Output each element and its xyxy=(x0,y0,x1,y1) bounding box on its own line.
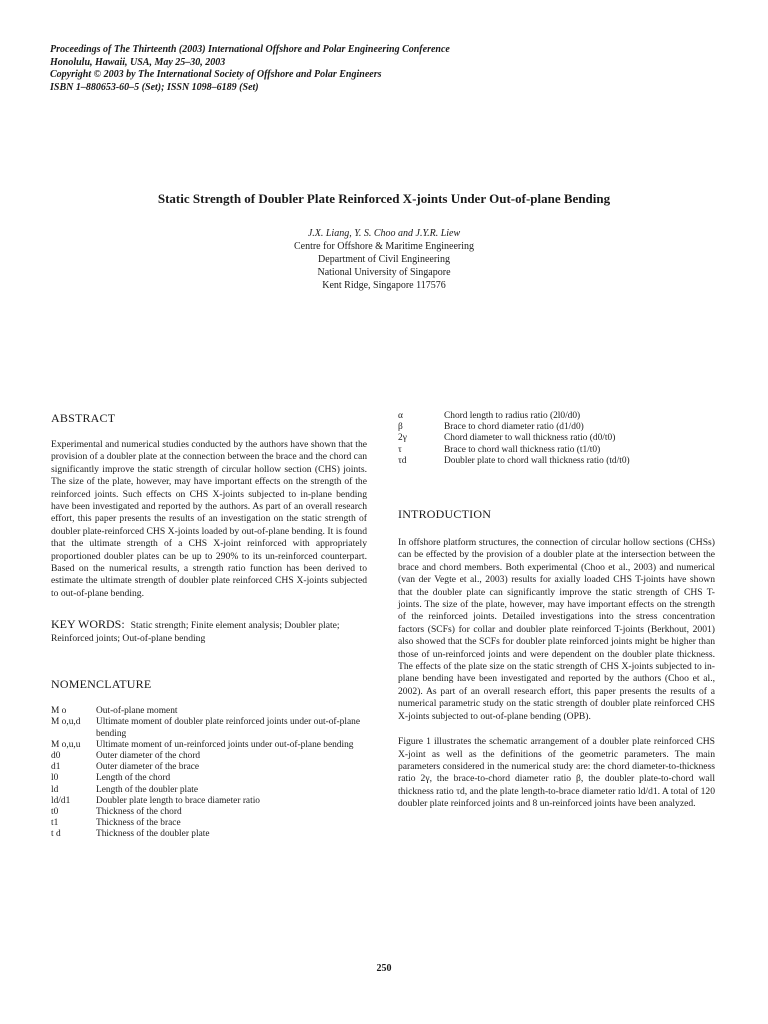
greek-symbols-table xyxy=(398,411,630,467)
symbol-description: Outer diameter of the brace xyxy=(96,762,200,773)
symbol: M o,u,u xyxy=(51,739,81,750)
symbol: t1 xyxy=(51,818,59,829)
greek-symbol-row xyxy=(398,422,630,433)
symbol: d0 xyxy=(51,750,61,761)
symbol: τd xyxy=(398,455,407,466)
greek-symbol-row xyxy=(398,433,630,444)
symbol-description: Chord diameter to wall thickness ratio (d0/t0) xyxy=(444,433,616,444)
left-column xyxy=(51,411,367,841)
symbol-description: Doubler plate to chord wall thickness ratio (td/t0) xyxy=(444,455,630,466)
symbol: t0 xyxy=(51,806,59,817)
nomenclature-row xyxy=(51,717,367,739)
nomenclature-row xyxy=(51,785,367,796)
nomenclature-heading: NOMENCLATURE xyxy=(51,677,152,692)
symbol-description: Ultimate moment of doubler plate reinforced joints under out-of-plane bending xyxy=(96,717,360,739)
greek-symbol-row xyxy=(398,456,630,467)
header-line-3: Copyright © 2003 by The International Society of Offshore and Polar Engineers xyxy=(50,69,382,80)
header-line-4: ISBN 1–880653-60–5 (Set); ISSN 1098–6189 (Set) xyxy=(50,81,259,93)
symbol: d1 xyxy=(51,762,61,773)
keywords xyxy=(51,618,367,645)
affiliation-line: Centre for Offshore & Maritime Engineering xyxy=(293,241,475,252)
abstract-text: Experimental and numerical studies conducted by the authors have shown that the provision of a doubler plate at the connection between the brace and the chord can significantly improve the static strength of circular hollow section (CHS) joints. The size of the plate, however, may have important effects on the strength of the reinforced joints. Such effects on CHS X-joints subjected to in-plane bending have been investigated and reported by the authors. As part of an overall research effort, this paper presents the results of an investigation on the static strength of doubler plate-reinforced CHS X-joints loaded by out-of-plane bending. It is found that the ultimate strength of a CHS X-joint reinforced with appropriately proportioned doubler plates can be up to 290% to its un-reinforced counterpart. Based on the numerical results, a strength ratio function has been derived to estimate the ultimate strength of doubler plate reinforced CHS X-joints subjected to out-of-plane bending. xyxy=(51,439,367,599)
symbol: t d xyxy=(51,829,61,840)
nomenclature-row xyxy=(51,796,367,807)
author-names: J.X. Liang, Y. S. Choo and J.Y.R. Liew xyxy=(307,228,461,239)
greek-symbol-row xyxy=(398,411,630,422)
symbol: M o xyxy=(51,706,67,717)
header-line-1: Proceedings of The Thirteenth (2003) International Offshore and Polar Engineering Conference xyxy=(50,44,450,55)
keywords-label: KEY WORDS: xyxy=(51,617,125,632)
nomenclature-row xyxy=(51,818,367,829)
symbol: l0 xyxy=(51,773,59,784)
keywords-text: Static strength; Finite element analysis; Doubler plate; Reinforced joints; Out-of-plane bending xyxy=(51,620,340,644)
introduction-heading: INTRODUCTION xyxy=(398,507,492,522)
symbol: M o,u,d xyxy=(51,717,81,728)
nomenclature-row xyxy=(51,807,367,818)
affiliation-line: National University of Singapore xyxy=(317,267,451,278)
symbol: ld xyxy=(51,784,59,795)
introduction-paragraph-2: Figure 1 illustrates the schematic arrangement of a doubler plate reinforced CHS X-joint as well as the definitions of the geometric parameters. The main parameters considered in the numerical study are: the chord diameter-to-thickness ratio 2γ, the brace-to-chord diameter ratio β, the doubler plate-to-chord wall thickness ratio τd, and the plate length-to-brace diameter ratio ld/d1. A total of 120 doubler plate reinforced joints and 8 un-reinforced joints have been analyzed. xyxy=(398,736,715,810)
affiliation-line: Kent Ridge, Singapore 117576 xyxy=(322,280,446,291)
abstract-heading: ABSTRACT xyxy=(51,411,116,425)
symbol-description: Length of the doubler plate xyxy=(96,784,199,795)
symbol-description: Ultimate moment of un-reinforced joints under out-of-plane bending xyxy=(96,739,354,750)
right-column xyxy=(398,411,715,811)
paper-title: Static Strength of Doubler Plate Reinforced X-joints Under Out-of-plane Bending xyxy=(157,191,611,206)
nomenclature-table xyxy=(51,706,367,840)
nomenclature-row xyxy=(51,740,367,751)
author-block xyxy=(0,227,768,292)
symbol: 2γ xyxy=(398,433,407,444)
nomenclature-row xyxy=(51,706,367,717)
symbol-description: Doubler plate length to brace diameter ratio xyxy=(96,795,260,806)
symbol: α xyxy=(398,411,403,421)
introduction-paragraph-1: In offshore platform structures, the connection of circular hollow sections (CHSs) can be effected by the provision of a doubler plate at the intersection between the brace and chord members. Both experimental (Choo et al., 2003) and numerical (van der Vegte et al., 2003) results for axially loaded CHS T-joints have shown that the doubler plate can significantly improve the static strength of CHS T-joints. The size of the plate, however, may have important effects on the strength of the reinforced joints. Detailed investigations into the stress concentration factors (SCFs) for collar and doubler plate reinforced T-joints (Berkhout, 2001) also showed that the SCFs for doubler plate reinforced joints might be higher than those of un-reinforced joints and were dependent on the doubler plate thickness. The effects of the plate size on the static strength of CHS X-joints subjected to in-plane bending have been investigated and reported by the authors (Choo et al., 2002). As part of an overall research effort, this paper presents the results of a numerical parametric study on the static strength of doubler plate reinforced CHS X-joints subjected to out-of-plane bending (OPB). xyxy=(398,537,715,722)
greek-symbol-row xyxy=(398,445,630,456)
symbol-description: Brace to chord diameter ratio (d1/d0) xyxy=(444,422,584,433)
nomenclature-row xyxy=(51,829,367,840)
symbol-description: Thickness of the chord xyxy=(96,806,182,817)
nomenclature-row xyxy=(51,751,367,762)
symbol: τ xyxy=(398,444,402,455)
symbol-description: Outer diameter of the chord xyxy=(96,750,201,761)
nomenclature-row xyxy=(51,773,367,784)
symbol-description: Chord length to radius ratio (2l0/d0) xyxy=(444,411,581,421)
symbol-description: Thickness of the brace xyxy=(96,818,181,829)
symbol: ld/d1 xyxy=(51,795,71,806)
symbol-description: Thickness of the doubler plate xyxy=(96,829,210,840)
symbol: β xyxy=(398,422,403,433)
symbol-description: Brace to chord wall thickness ratio (t1/t0) xyxy=(444,444,601,455)
page-number: 250 xyxy=(376,963,392,974)
symbol-description: Out-of-plane moment xyxy=(96,706,178,717)
symbol-description: Length of the chord xyxy=(96,773,171,784)
header-line-2: Honolulu, Hawaii, USA, May 25–30, 2003 xyxy=(50,56,226,68)
nomenclature-row xyxy=(51,762,367,773)
affiliation-line: Department of Civil Engineering xyxy=(318,254,450,265)
proceedings-header xyxy=(50,44,730,94)
